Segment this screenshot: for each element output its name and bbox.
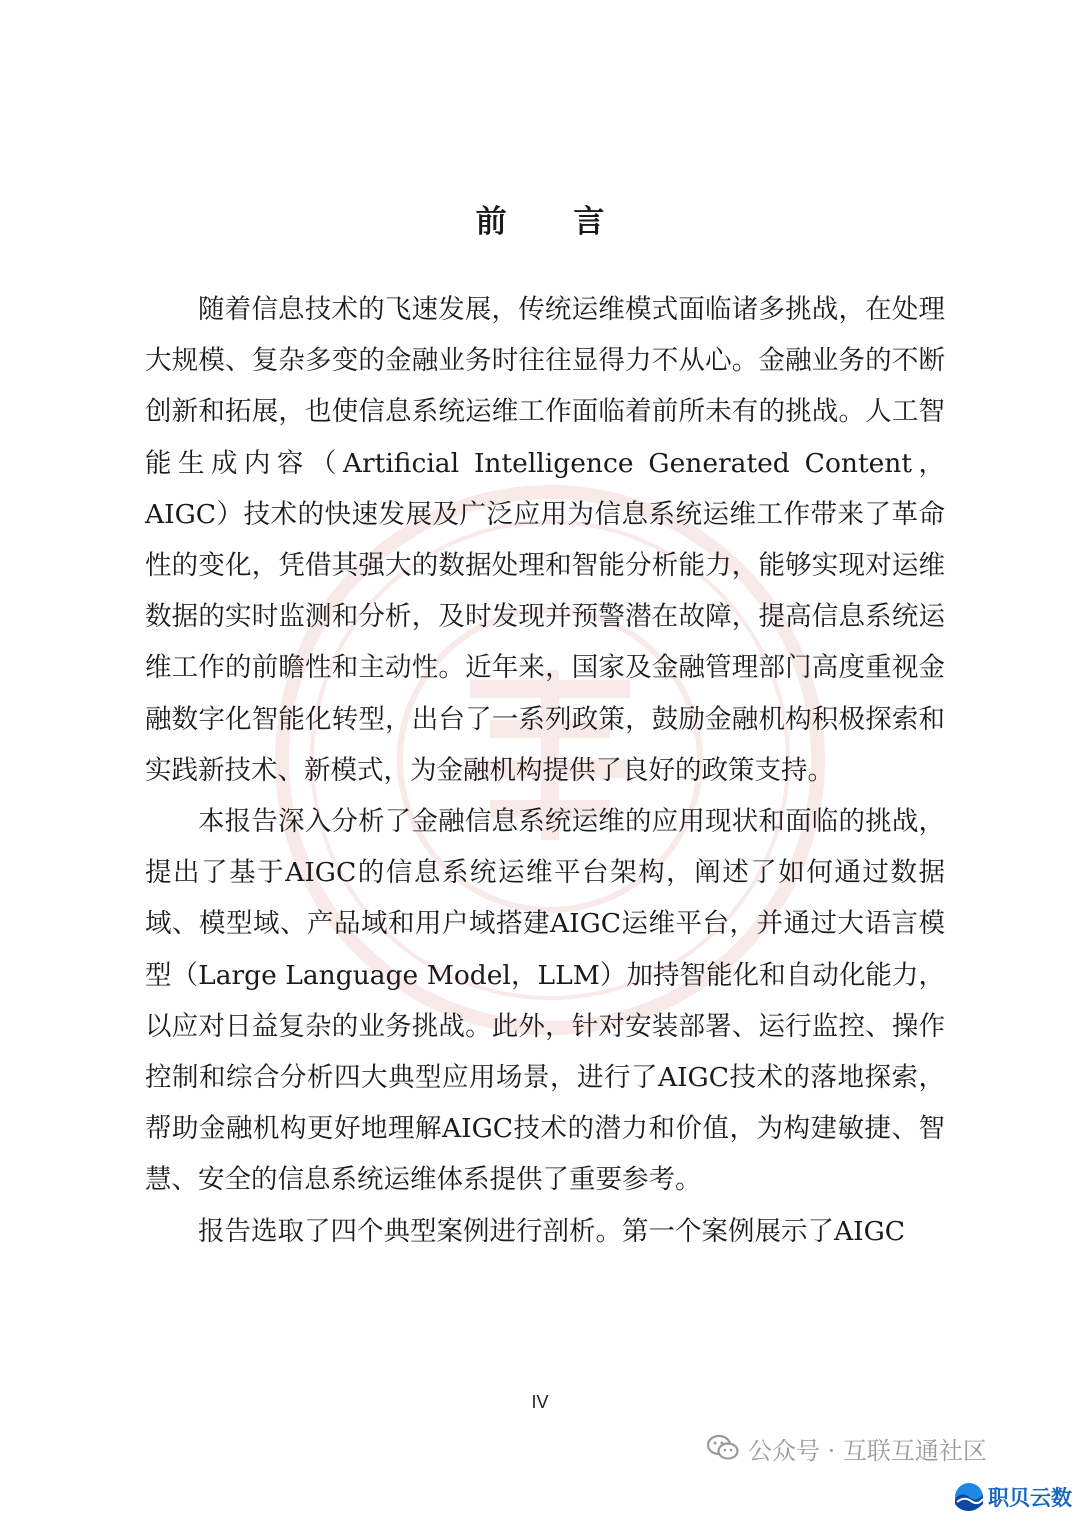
wechat-icon: [706, 1434, 740, 1462]
brand-name: 职贝云数: [988, 1486, 1072, 1510]
brand-wave-logo-icon: [952, 1482, 986, 1512]
body-text: [145, 284, 945, 1257]
source-attribution: [706, 1428, 987, 1468]
paragraph: 本报告深入分析了金融信息系统运维的应用现状和面临的挑战，提出了基于AIGC的信息系统运维平台架构，阐述了如何通过数据域、模型域、产品域和用户域搭建AIGC运维平台，并通过大语言模型（Large Language Model，LLM）加持智能化和自动化能力，以应对日益复杂的业务挑战。此外，针对安装部署、运行监控、操作控制和综合分析四大典型应用场景，进行了AIGC技术的落地探索，帮助金融机构更好地理解AIGC技术的潜力和价值，为构建敏捷、智慧、安全的信息系统运维体系提供了重要参考。: [145, 806, 945, 1196]
brand-mark: [952, 1476, 1072, 1518]
paragraph: 随着信息技术的飞速发展，传统运维模式面临诸多挑战，在处理大规模、复杂多变的金融业务时往往显得力不从心。金融业务的不断创新和拓展，也使信息系统运维工作面临着前所未有的挑战。人工智能生成内容（Artificial Intelligence Generated Content，AIGC）技术的快速发展及广泛应用为信息系统运维工作带来了革命性的变化，凭借其强大的数据处理和智能分析能力，能够实现对运维数据的实时监测和分析，及时发现并预警潜在故障，提高信息系统运维工作的前瞻性和主动性。近年来，国家及金融管理部门高度重视金融数字化智能化转型，出台了一系列政策，鼓励金融机构积极探索和实践新技术、新模式，为金融机构提供了良好的政策支持。: [145, 294, 945, 786]
source-label: 公众号 · 互联互通社区: [748, 1436, 987, 1465]
page-number: IV: [531, 1392, 549, 1412]
paragraph: 报告选取了四个典型案例进行剖析。第一个案例展示了AIGC: [198, 1215, 906, 1247]
page-title: 前 言: [475, 204, 633, 240]
